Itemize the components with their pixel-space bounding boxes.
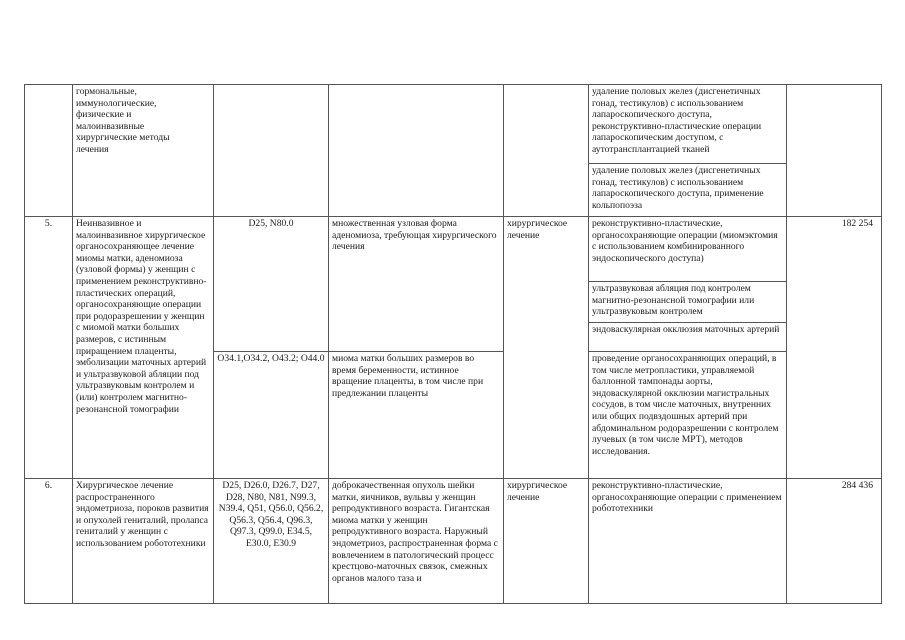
cell-treatment-type: хирургическое лечение: [504, 217, 589, 479]
care-type-line: хирургические методы: [76, 132, 170, 144]
cell-patient-model: миома матки больших размеров во время беременности, истинное вращение плаценты, в том числе при предлежании плаценты: [329, 352, 504, 479]
care-type-line: лечения: [76, 143, 109, 155]
cell-icd-codes: D25, N80.0: [214, 217, 329, 352]
cell-treatment-type: хирургическое лечение: [504, 479, 589, 604]
cell-care-type: Хирургическое лечение распространенного эндометриоза, пороков развития и опухолей гениталий, пролапса гениталий у женщин с использованием робототехники: [73, 479, 214, 604]
table-row-5: [25, 217, 882, 282]
cell-icd-codes: O34.1,O34.2, O43.2; O44.0: [214, 352, 329, 479]
cell-treatment-method: реконструктивно-пластические, органосохраняющие операции с применением робототехники: [589, 479, 787, 604]
table-row-6: [25, 479, 882, 604]
cell-icd-codes: D25, D26.0, D26.7, D27, D28, N80, N81, N99.3, N39.4, Q51, Q56.0, Q56.2, Q56.3, Q56.4, Q96.3, Q97.3, Q99.0, E34.5, E30.0, E30.9: [214, 479, 329, 604]
cell-icd-codes: [214, 85, 329, 217]
medical-care-table: [24, 84, 882, 604]
cell-price: 284 436: [787, 479, 882, 604]
cell-treatment-method: удаление половых желез (дисгенетичных гонад, тестикулов) с использованием лапароскопического доступа, применение кольпопоэза: [589, 164, 787, 217]
table-row-continuation: [25, 85, 882, 164]
cell-treatment-method: эндоваскулярная окклюзия маточных артерий: [589, 323, 787, 352]
patient-model-text: доброкачественная опухоль шейки матки, яичников, вульвы у женщин репродуктивного возраста. Гигантская миома матки у женщин репродуктивного возраста. Наружный эндометриоз, распространенная форма с вовлечением в патологический процесс крестцово-маточных связок, смежных органов малого таза и: [332, 480, 498, 584]
cell-price: 182 254: [787, 217, 882, 479]
cell-number: 6.: [25, 479, 73, 604]
cell-patient-model: [329, 479, 504, 604]
cell-patient-model: множественная узловая форма аденомиоза, требующая хирургического лечения: [329, 217, 504, 352]
cell-treatment-type: [504, 85, 589, 217]
cell-treatment-method: проведение органосохраняющих операций, в том числе метропластики, управляемой баллонной тампонады аорты, эндоваскулярной окклюзии магистральных сосудов, в том числе маточных, внутренних или общих подвздошных артерий при абдоминальном родоразрешении с контролем лучевых (в том числе МРТ), методов исследования.: [589, 352, 787, 479]
care-type-line: физические и: [76, 109, 132, 121]
cell-treatment-method: реконструктивно-пластические, органосохраняющие операции (миомэктомия с использованием комбинированного эндоскопического доступа): [589, 217, 787, 282]
cell-number: 5.: [25, 217, 73, 479]
care-type-line: малоинвазивные: [76, 120, 145, 132]
cell-care-type: [73, 85, 214, 217]
care-type-line: гормональные,: [76, 86, 137, 97]
cell-patient-model: [329, 85, 504, 217]
care-type-line: иммунологические,: [76, 97, 157, 109]
cell-treatment-method: удаление половых желез (дисгенетичных гонад, тестикулов) с использованием лапароскопического доступа, реконструктивно-пластические операции лапароскопическим доступом, с аутотрансплантацией тканей: [589, 85, 787, 164]
cell-number: [25, 85, 73, 217]
cell-care-type: Неинвазивное и малоинвазивное хирургическое органосохраняющее лечение миомы матки, аденомиоза (узловой формы) у женщин с применением реконструктивно-пластических операций, органосохраняющие операции при родоразрешении у женщин с миомой матки больших размеров, с истинным приращением плаценты, эмболизации маточных артерий и ультразвуковой абляции под ультразвуковым контролем и (или) контролем магнитно-резонансной томографии: [73, 217, 214, 479]
cell-treatment-method: ультразвуковая абляция под контролем магнитно-резонансной томографии или ультразвуковым контролем: [589, 282, 787, 323]
cell-price: [787, 85, 882, 217]
medical-care-table-page: [24, 84, 881, 608]
